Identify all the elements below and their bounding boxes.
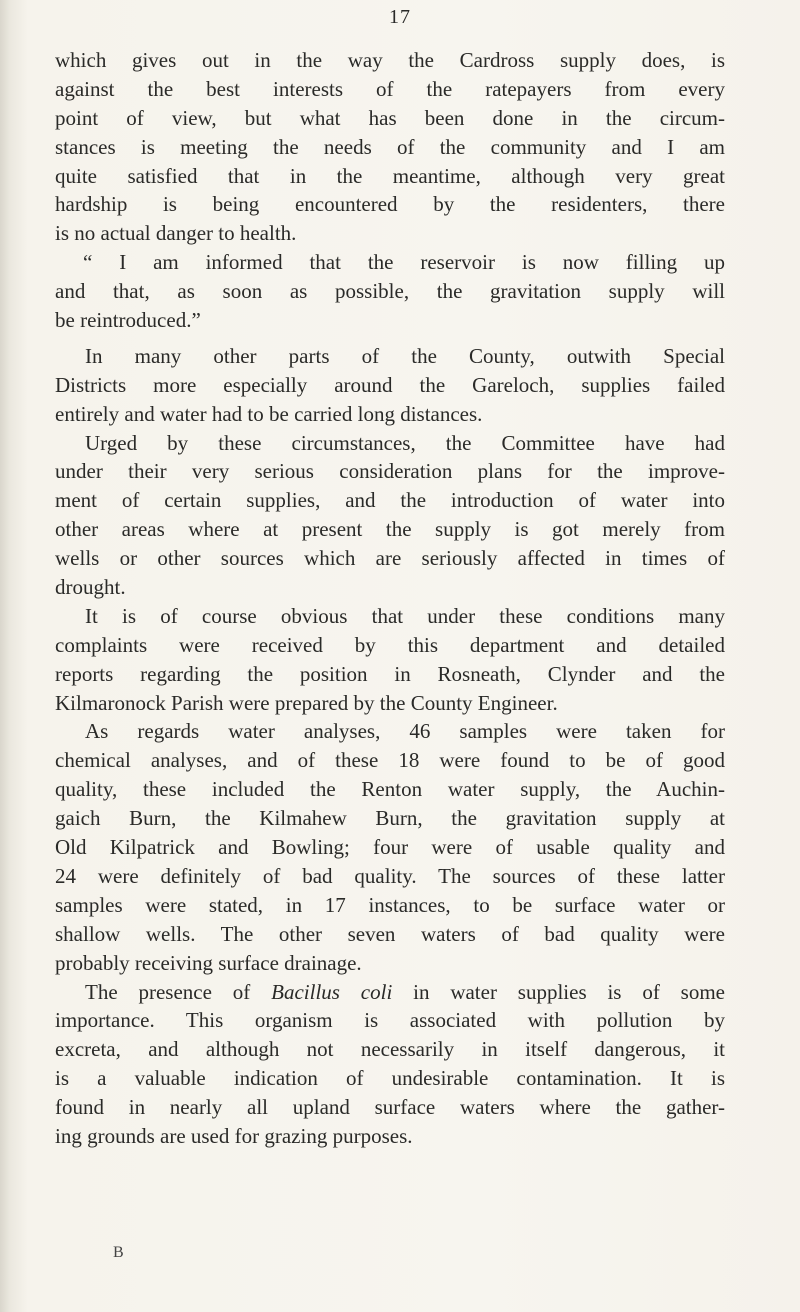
text-line: point of view, but what has been done in the circum- (55, 105, 725, 130)
text-line: It is of course obvious that under these conditions many (85, 603, 725, 628)
text-line: ment of certain supplies, and the introduction of water into (55, 488, 725, 513)
bacillus-italic: Bacillus coli (271, 979, 393, 1004)
text-line: “ I am informed that the reservoir is now filling up (83, 250, 725, 275)
text-line: Urged by these circumstances, the Committee have had (85, 430, 725, 455)
text-line: quite satisfied that in the meantime, although very great (55, 163, 725, 188)
text-line: As regards water analyses, 46 samples were taken for (85, 719, 725, 744)
text-line: Districts more especially around the Gareloch, supplies failed (55, 372, 725, 397)
text-line: quality, these included the Renton water supply, the Auchin- (55, 777, 725, 802)
text-line: hardship is being encountered by the residenters, there (55, 192, 725, 217)
text-line: is no actual danger to health. (55, 221, 297, 246)
text-line: be reintroduced.” (55, 308, 201, 333)
text-line: is a valuable indication of undesirable contamination. It is (55, 1066, 725, 1091)
text-line: wells or other sources which are seriously affected in times of (55, 546, 725, 571)
text-line: reports regarding the position in Rosneath, Clynder and the (55, 661, 725, 686)
text-line: gaich Burn, the Kilmahew Burn, the gravitation supply at (55, 806, 725, 831)
bacillus-before: The presence of (85, 979, 272, 1004)
text-line: entirely and water had to be carried long distances. (55, 401, 483, 426)
text-line: complaints were received by this department and detailed (55, 632, 725, 657)
text-line: importance. This organism is associated with pollution by (55, 1008, 725, 1033)
text-line: chemical analyses, and of these 18 were found to be of good (55, 748, 725, 773)
text-line: found in nearly all upland surface waters where the gather- (55, 1095, 725, 1120)
text-line: 24 were definitely of bad quality. The sources of these latter (55, 863, 725, 888)
text-line: stances is meeting the needs of the community and I am (55, 134, 725, 159)
text-line: excreta, and although not necessarily in itself dangerous, it (55, 1037, 725, 1062)
text-line: and that, as soon as possible, the gravitation supply will (55, 279, 725, 304)
text-line: other areas where at present the supply is got merely from (55, 517, 725, 542)
page-number: 17 (389, 6, 411, 28)
bacillus-after: in water supplies is of some (392, 979, 725, 1004)
text-line: drought. (55, 575, 126, 600)
text-line: against the best interests of the ratepayers from every (55, 76, 725, 101)
text-line: under their very serious consideration plans for the improve- (55, 459, 725, 484)
text-line: In many other parts of the County, outwith Special (85, 343, 725, 368)
body-text (55, 46, 725, 1151)
text-line-bacillus (55, 978, 725, 1007)
text-line: Old Kilpatrick and Bowling; four were of usable quality and (55, 835, 725, 860)
text-line: samples were stated, in 17 instances, to be surface water or (55, 892, 725, 917)
text-line: shallow wells. The other seven waters of bad quality were (55, 921, 725, 946)
text-line: probably receiving surface drainage. (55, 950, 362, 975)
text-line: Kilmaronock Parish were prepared by the County Engineer. (55, 690, 558, 715)
text-line: ing grounds are used for grazing purposes. (55, 1123, 413, 1148)
text-line: which gives out in the way the Cardross supply does, is (55, 48, 725, 72)
signature-mark: B (113, 1244, 124, 1261)
